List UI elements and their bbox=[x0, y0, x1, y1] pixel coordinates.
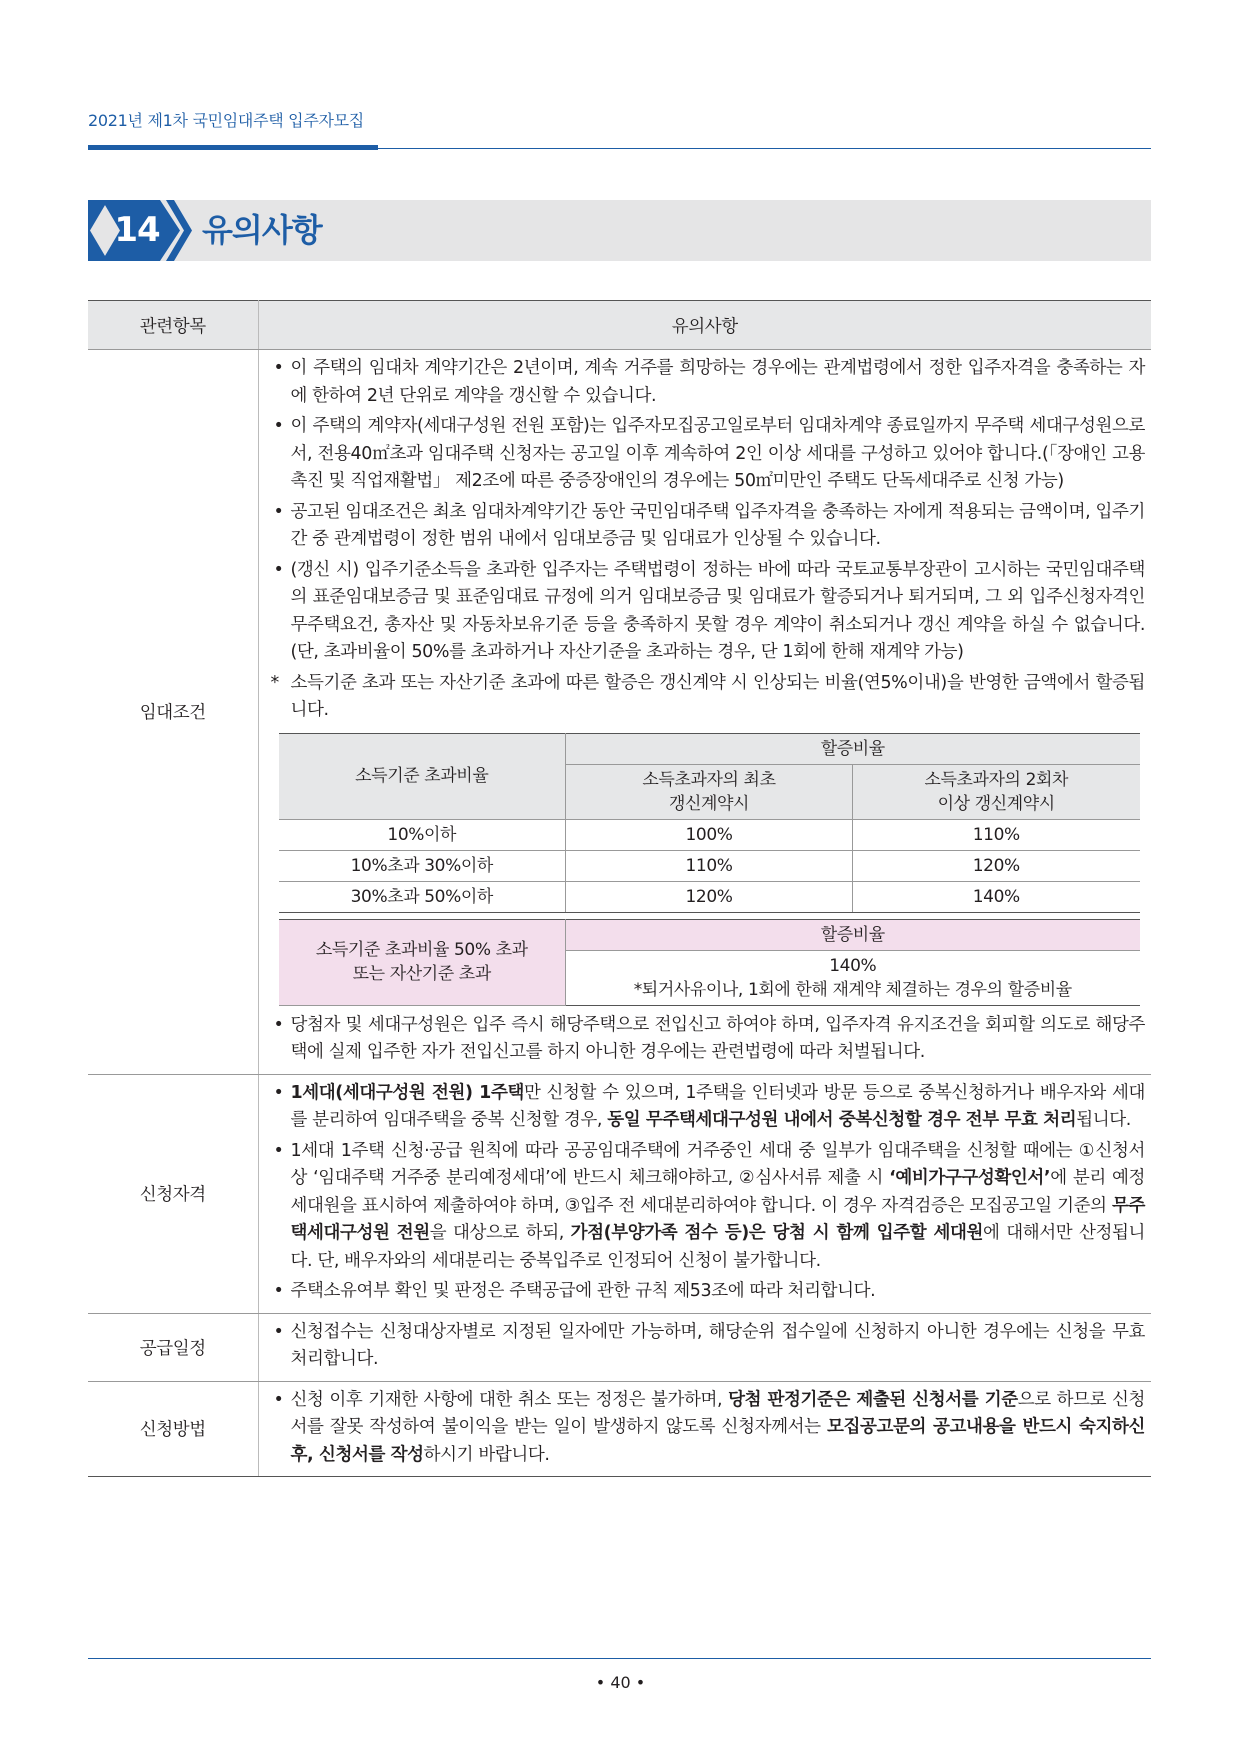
notes-cell bbox=[258, 1074, 1151, 1313]
list-item: • 1세대 1주택 신청·공급 원칙에 따라 공공임대주택에 거주중인 세대 중 일부가 임대주택을 신청할 때에는 ①신청서 상 ‘임대주택 거주중 분리예정세대’에 반드시 체크해야하고, ②심사서류 제출 시 ‘예비가구구성확인서’에 분리 예정 세대원을 표시하여 제출하여야 하며, ③입주 전 세대분리하여야 합니다. 이 경우 자격검증은 모집공고일 기준의 무주택세대구성원 전원을 대상으로 하되, 가점(부양가족 점수 등)은 당첨 시 함께 입주할 세대원에 대해서만 산정됩니다. 단, 배우자와의 세대분리는 중복입주로 인정되어 신청이 불가합니다. bbox=[271, 1138, 1146, 1276]
list-item: • 1세대(세대구성원 전원) 1주택만 신청할 수 있으며, 1주택을 인터넷과 방문 등으로 중복신청하거나 배우자와 세대를 분리하여 임대주택을 중복 신청할 경우, 동일 무주택세대구성원 내에서 중복신청할 경우 전부 무효 처리됩니다. bbox=[271, 1080, 1146, 1135]
surcharge-special-value: 140% *퇴거사유이나, 1회에 한해 재계약 체결하는 경우의 할증비율 bbox=[566, 950, 1140, 1005]
surcharge-row: 10%이하 100% 110% bbox=[279, 819, 1140, 850]
list-item: • 주택소유여부 확인 및 판정은 주택공급에 관한 규칙 제53조에 따라 처리합니다. bbox=[271, 1278, 1146, 1306]
header-accent-bar bbox=[88, 145, 378, 150]
notes-cell bbox=[258, 350, 1151, 1075]
category-cell: 공급일정 bbox=[88, 1313, 258, 1381]
surcharge-first-header: 소득초과자의 최초 갱신계약시 bbox=[566, 764, 853, 819]
page-number: • 40 • bbox=[595, 1673, 646, 1692]
category-cell: 신청자격 bbox=[88, 1074, 258, 1313]
footnote bbox=[271, 670, 1146, 725]
list-item: • 이 주택의 임대차 계약기간은 2년이며, 계속 거주를 희망하는 경우에는 관계법령에서 정한 입주자격을 충족하는 자에 한하여 2년 단위로 계약을 갱신할 수 있습니다. bbox=[271, 355, 1146, 410]
table-row bbox=[88, 350, 1151, 1075]
table-row bbox=[88, 1381, 1151, 1477]
footer-divider bbox=[88, 1658, 1151, 1659]
footnote-text: 소득기준 초과 또는 자산기준 초과에 따른 할증은 갱신계약 시 인상되는 비율(연5%이내)을 반영한 금액에서 할증됩니다. bbox=[290, 672, 1145, 720]
surcharge-second-header: 소득초과자의 2회차 이상 갱신계약시 bbox=[853, 764, 1140, 819]
notes-cell bbox=[258, 1381, 1151, 1477]
list-item: • (갱신 시) 입주기준소득을 초과한 입주자는 주택법령이 정하는 바에 따라 국토교통부장관이 고시하는 국민임대주택의 표준임대보증금 및 표준임대료 규정에 의거 임대보증금 및 임대료가 할증되거나 퇴거되며, 그 외 입주신청자격인 무주택요건, 총자산 및 자동차보유기준 등을 충족하지 못할 경우 계약이 취소되거나 갱신 계약을 하실 수 없습니다. (단, 초과비율이 50%를 초과하거나 자산기준을 초과하는 경우, 단 1회에 한해 재계약 가능) bbox=[271, 557, 1146, 667]
table-header-row bbox=[88, 301, 1151, 350]
surcharge-special-rate-header: 할증비율 bbox=[566, 919, 1140, 950]
document-header-title: 2021년 제1차 국민임대주택 입주자모집 bbox=[88, 111, 364, 130]
header-category: 관련항목 bbox=[88, 301, 258, 350]
footnote-mark: * bbox=[270, 672, 279, 693]
list-item: • 공고된 임대조건은 최초 임대차계약기간 동안 국민임대주택 입주자격을 충족하는 자에게 적용되는 금액이며, 입주기간 중 관계법령이 정한 범위 내에서 임대보증금 및 임대료가 인상될 수 있습니다. bbox=[271, 499, 1146, 554]
category-cell: 임대조건 bbox=[88, 350, 258, 1075]
notes-table bbox=[88, 300, 1151, 1477]
surcharge-rate-header: 할증비율 bbox=[566, 733, 1140, 764]
surcharge-row: 30%초과 50%이하 120% 140% bbox=[279, 881, 1140, 912]
surcharge-row: 10%초과 30%이하 110% 120% bbox=[279, 850, 1140, 881]
surcharge-special-label: 소득기준 초과비율 50% 초과 또는 자산기준 초과 bbox=[279, 919, 566, 1005]
list-item: • 신청접수는 신청대상자별로 지정된 일자에만 가능하며, 해당순위 접수일에 신청하지 아니한 경우에는 신청을 무효 처리합니다. bbox=[271, 1319, 1146, 1374]
section-title: 유의사항 bbox=[202, 211, 322, 249]
surcharge-ratio-header: 소득기준 초과비율 bbox=[279, 733, 566, 819]
notes-cell bbox=[258, 1313, 1151, 1381]
table-row bbox=[88, 1074, 1151, 1313]
section-number: 14 bbox=[114, 210, 160, 250]
header-notes: 유의사항 bbox=[258, 301, 1151, 350]
list-item: • 신청 이후 기재한 사항에 대한 취소 또는 정정은 불가하며, 당첨 판정기준은 제출된 신청서를 기준으로 하므로 신청서를 잘못 작성하여 불이익을 받는 일이 발생하지 않도록 신청자께서는 모집공고문의 공고내용을 반드시 숙지하신 후, 신청서를 작성하시기 바랍니다. bbox=[271, 1387, 1146, 1470]
category-cell: 신청방법 bbox=[88, 1381, 258, 1477]
surcharge-table bbox=[279, 733, 1140, 1006]
list-item: • 당첨자 및 세대구성원은 입주 즉시 해당주택으로 전입신고 하여야 하며, 입주자격 유지조건을 회피할 의도로 해당주택에 실제 입주한 자가 전입신고를 하지 아니한 경우에는 관련법령에 따라 처벌됩니다. bbox=[271, 1012, 1146, 1067]
list-item: • 이 주택의 계약자(세대구성원 전원 포함)는 입주자모집공고일로부터 임대차계약 종료일까지 무주택 세대구성원으로서, 전용40㎡초과 임대주택 신청자는 공고일 이후 계속하여 2인 이상 세대를 구성하고 있어야 합니다.(「장애인 고용촉진 및 직업재활법」 제2조에 따른 중증장애인의 경우에는 50㎡미만인 주택도 단독세대주로 신청 가능) bbox=[271, 413, 1146, 496]
table-row bbox=[88, 1313, 1151, 1381]
